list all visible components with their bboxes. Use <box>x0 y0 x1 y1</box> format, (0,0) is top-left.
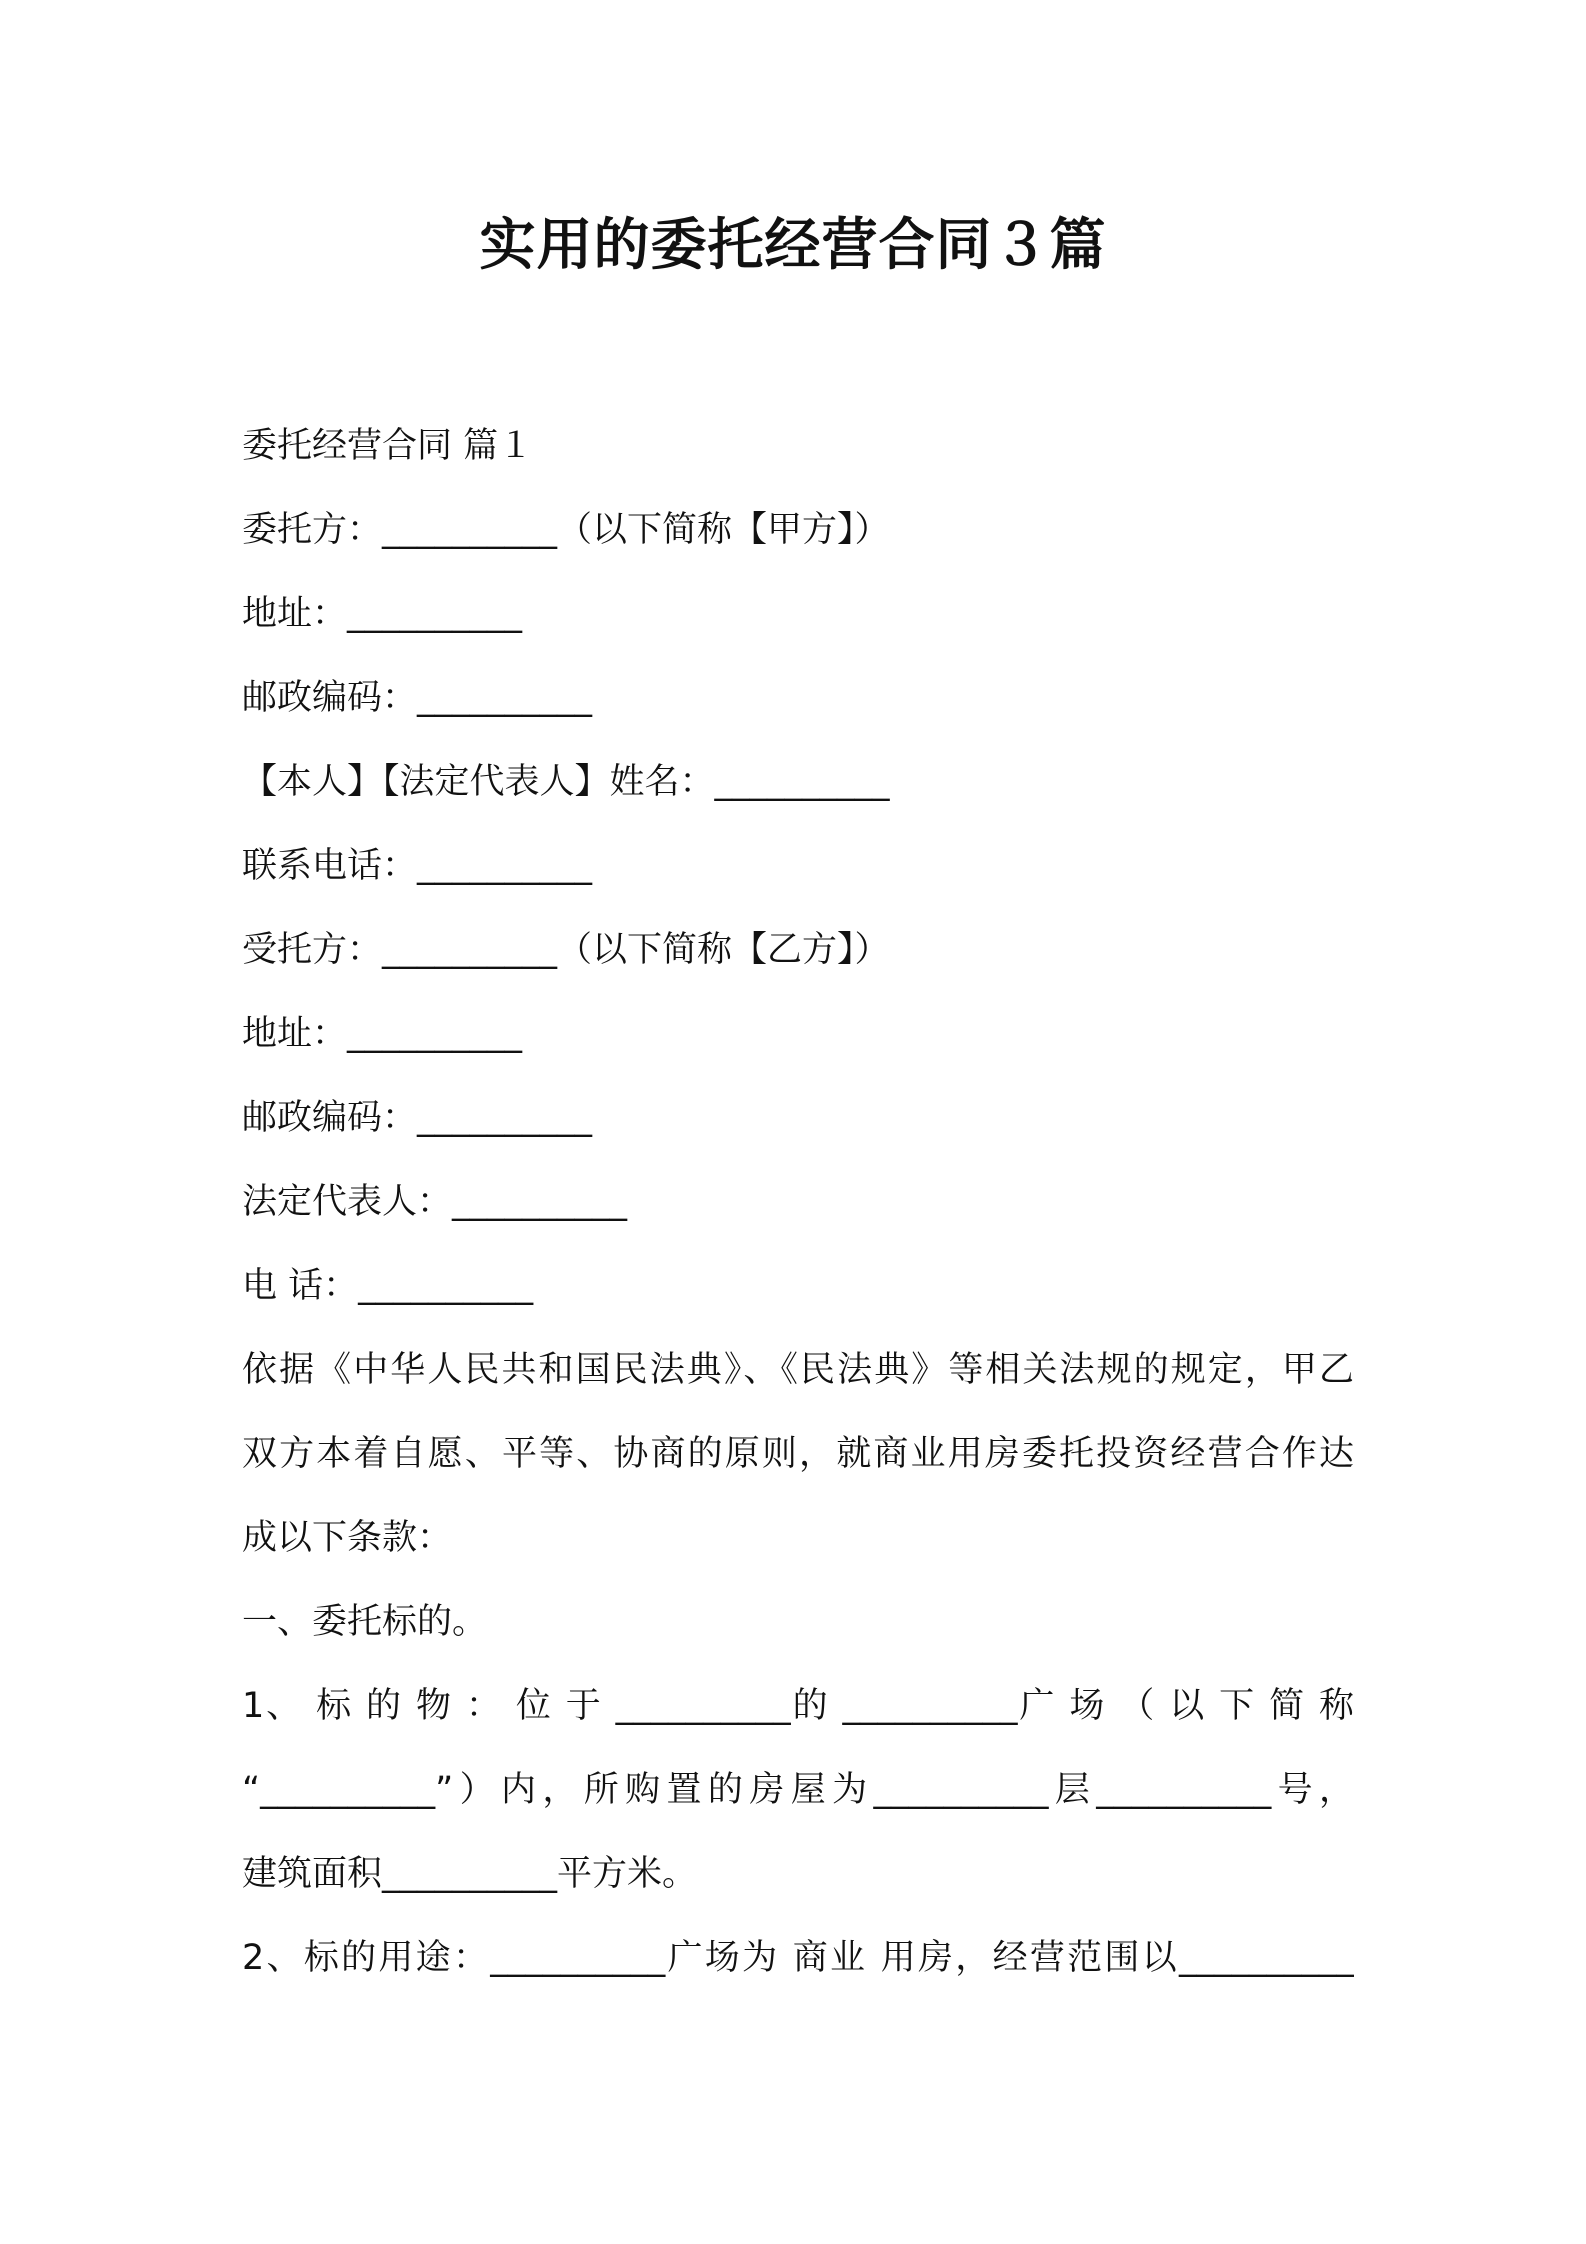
agent-phone-field: 电 话：__________ <box>242 1266 534 1306</box>
agent-postcode-field: 邮政编码：__________ <box>242 1098 593 1138</box>
clause-line: 建筑面积__________平方米。 <box>242 1854 698 1894</box>
agent-field: 受托方：__________（以下简称【乙方】） <box>242 930 890 970</box>
principal-field: 委托方：__________（以下简称【甲方】） <box>242 510 890 550</box>
clause-line: 1、 标 的 物 ： 位 于 __________的 __________广 场 （ 以 下 简 称 <box>242 1686 1354 1726</box>
principal-postcode-field: 邮政编码：__________ <box>242 678 593 718</box>
principal-phone-field: 联系电话：__________ <box>242 846 593 886</box>
agent-address-field: 地址：__________ <box>242 1014 523 1054</box>
principal-address-field: 地址：__________ <box>242 594 523 634</box>
clause-line: “__________”）内，所购置的房屋为__________层__________号， <box>242 1770 1354 1810</box>
agent-representative-field: 法定代表人：__________ <box>242 1182 628 1222</box>
preamble-line: 双方本着自愿、平等、协商的原则，就商业用房委托投资经营合作达 <box>242 1434 1354 1474</box>
document-body <box>242 404 1354 2000</box>
document-title: 实用的委托经营合同３篇 <box>479 213 1107 278</box>
principal-representative-field: 【本人】【法定代表人】姓名：__________ <box>242 762 890 802</box>
clause-heading: 一、委托标的。 <box>242 1602 488 1642</box>
section-heading: 委托经营合同 篇１ <box>242 426 534 466</box>
preamble-line: 依据《中华人民共和国民法典》、《民法典》等相关法规的规定，甲乙 <box>242 1350 1354 1390</box>
clause-line: 2、标的用途：__________广场为 商业 用房，经营范围以__________ <box>242 1938 1354 1978</box>
preamble-line: 成以下条款： <box>242 1518 453 1558</box>
